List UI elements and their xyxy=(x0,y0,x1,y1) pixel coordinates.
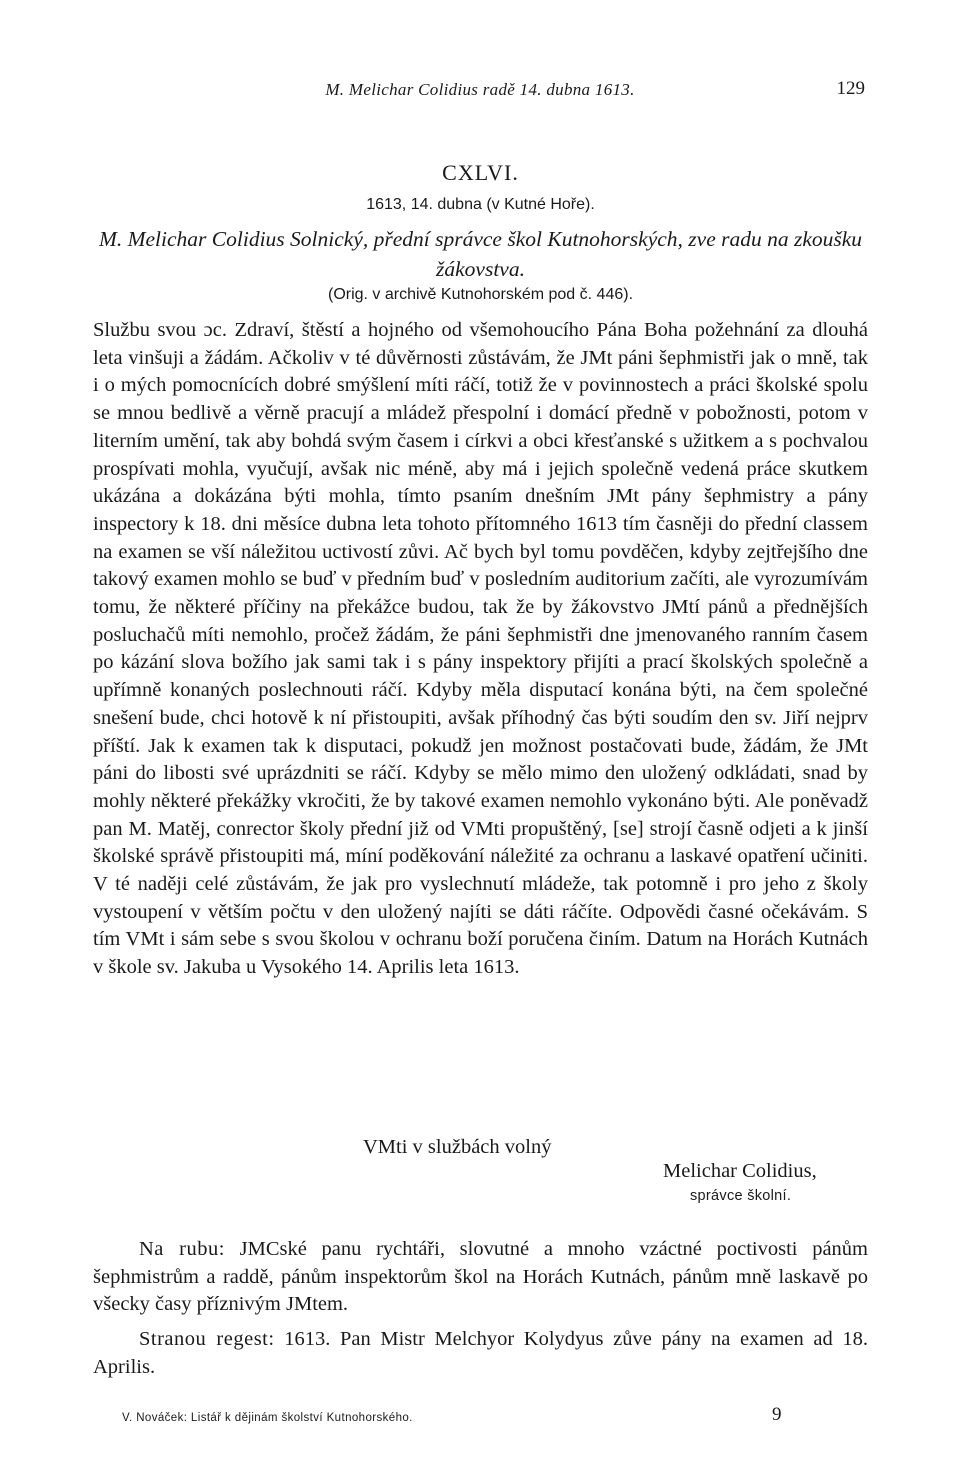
page-number: 129 xyxy=(836,78,865,99)
letter-body: Službu svou ɔc. Zdraví, štěstí a hojného od všemohoucího Pána Boha požehnání za dlouhá leta vinšuji a žádám. Ačkoliv v té důvěrnosti zůstávám, že JMt páni šephmistři jak o mně, tak i o mých pomocnících dobré smýšlení míti ráčí, totiž že v povinnostech a práci školské spolu se mnou bedlivě a věrně pracují a mládež přespolní i domácí předně v pobožnosti, potom v literním umění, tak aby bohdá svým časem i církvi a obci křesťanské s užitkem a s pochvalou prospívati mohla, vyučují, avšak nic méně, aby má i jejich společně vedená práce skutkem ukázána a dokázána býti mohla, tímto psaním dnešním JMt pány šephmistry a pány inspectory k 18. dni měsíce dubna leta tohoto přítomného 1613 tím časněji do přední classem na examen se vší náležitou uctivostí zůvi. Ač bych byl tomu povděčen, kdyby zejtřejšího dne takový examen mohlo se buď v předním buď v posledním auditorium začíti, ale vyrozumívám tomu, že některé příčiny na překážce budou, tak že by žákovstvo JMtí pánů a přednějších posluchačů míti nemohlo, pročež žádám, že páni šephmistři dne jmenovaného ranním časem po kázání slova božího jak sami tak i s pány inspektory přijíti a prací školských společně a upřímně konaných poslechnouti ráčí. Kdyby měla disputací konána býti, na čem společné snešení bude, chci hotově k ní přistoupiti, avšak příhodný čas býti soudím den sv. Jiří nejprv příští. Jak k examen tak k disputaci, pokudž jen možnost postačovati bude, žádám, že JMt páni do libosti své uprázdniti se ráčí. Kdyby se mělo mimo den uložený odkládati, snad by mohly některé překážky vkročiti, že by takové examen nemohlo vykonáno býti. Ale poněvadž pan M. Matěj, conrector školy přední již od VMti propuštěný, [se] strojí časně odjeti a k jinší školské správě přistoupiti má, míní poděkování náležité za ochranu a laskavé opatření učiniti. V té naději celé zůstávám, že jak pro vyslechnutí mládeže, tak potomně i pro jeho z školy vystoupení v větším počtu v den uložený najíti se dáti ráčíte. Odpovědi časné očekávám. S tím VMt i sám sebe s svou školou v ochranu boží poručena činím. Datum na Horách Kutnách v škole sv. Jakuba u Vysokého 14. Aprilis leta 1613. xyxy=(93,319,868,979)
letter-closing: VMti v službách volný xyxy=(363,1136,552,1158)
book-reference: V. Nováček: Listář k dějinám školství Kutnohorského. xyxy=(122,1412,413,1424)
regest-note xyxy=(93,1326,868,1381)
printer-signature-mark: 9 xyxy=(772,1404,782,1425)
regest-text: 1613. Pan Mistr Melchyor Kolydyus zůve pány na examen ad 18. Aprilis. xyxy=(93,1328,868,1378)
signature-name: Melichar Colidius, xyxy=(663,1160,817,1182)
running-title: M. Melichar Colidius radě 14. dubna 1613. xyxy=(325,80,635,99)
verso-label: Na rubu: xyxy=(139,1238,225,1260)
regest-label: Stranou regest: xyxy=(139,1328,275,1350)
running-header xyxy=(0,80,960,104)
signature-role: správce školní. xyxy=(690,1188,792,1204)
verso-text: JMCské panu rychtáři, slovutné a mnoho vzáctné poctivosti pánům šephmistrům a raddě, pánům inspektorům škol na Horách Kutnách, pánům mně laskavě po všecky časy příznivým JMtem. xyxy=(93,1238,868,1316)
page-footer xyxy=(0,1404,960,1432)
document-date-place: 1613, 14. dubna (v Kutné Hoře). xyxy=(366,196,595,213)
document-source: (Orig. v archivě Kutnohorském pod č. 446). xyxy=(327,286,634,303)
document-title: M. Melichar Colidius Solnický, přední správce škol Kutnohorských, zve radu na zkoušku žákovstva. xyxy=(98,227,863,281)
document-number: CXLVI. xyxy=(442,160,519,185)
verso-note xyxy=(93,1236,868,1319)
